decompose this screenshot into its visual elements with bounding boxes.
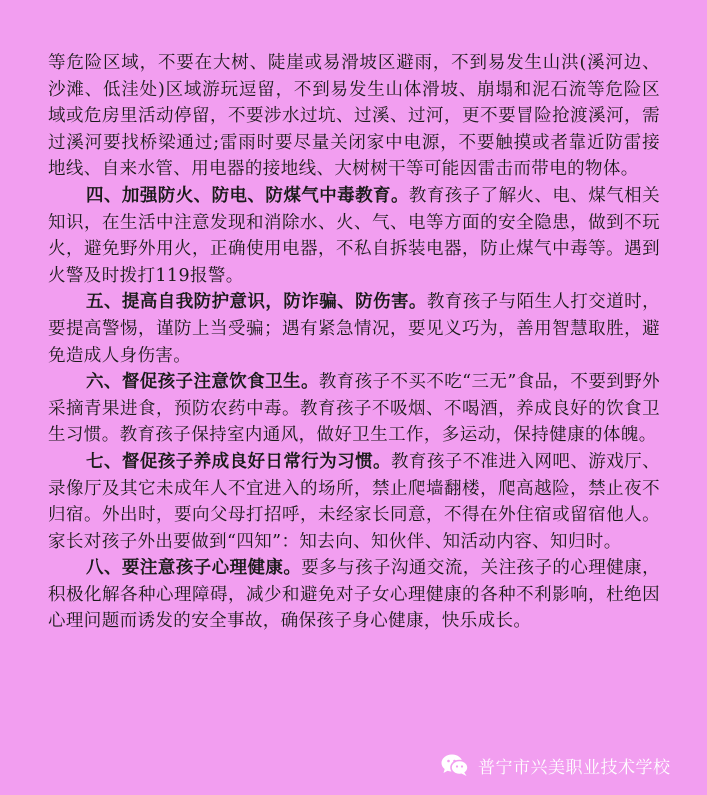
paragraph-text: 要多与孩子沟通交流，关注孩子的心理健康，积极化解各种心理障碍，减少和避免对子女心理健康的各种不利影响，杜绝因心理问题而诱发的安全事故，确保孩子身心健康，快乐成长。 <box>48 558 660 632</box>
paragraph-self-protection <box>48 289 660 369</box>
paragraph-food-hygiene <box>48 369 660 449</box>
paragraph-text: 等危险区域，不要在大树、陡崖或易滑坡区避雨，不到易发生山洪(溪河边、沙滩、低洼处)区域游玩逗留，不到易发生山体滑坡、崩塌和泥石流等危险区域或危房里活动停留，不要涉水过坑、过溪、过河，更不要冒险抢渡溪河，需过溪河要找桥梁通过;雷雨时要尽量关闭家中电源，不要触摸或者靠近防雷接地线、自来水管、用电器的接地线、大树树干等可能因雷击而带电的物体。 <box>48 53 660 180</box>
wechat-icon <box>440 752 470 778</box>
wechat-watermark <box>440 751 671 779</box>
paragraph-mental-health <box>48 555 660 635</box>
paragraph-fire-electric-gas <box>48 183 660 289</box>
paragraph-text: 教育孩子不买不吃“三无”食品，不要到野外采摘青果进食，预防农药中毒。教育孩子不吸烟、不喝酒，养成良好的饮食卫生习惯。教育孩子保持室内通风，做好卫生工作，多运动，保持健康的体魄。 <box>48 372 660 446</box>
paragraph-weather-safety <box>48 50 660 183</box>
paragraph-text: 教育孩子与陌生人打交道时，要提高警惕，谨防上当受骗；遇有紧急情况，要见义巧为，善用智慧取胜，避免造成人身伤害。 <box>48 292 660 366</box>
article-body <box>48 50 660 635</box>
section-heading: 四、加强防火、防电、防煤气中毒教育。 <box>86 185 409 206</box>
paragraph-text: 教育孩子不准进入网吧、游戏厅、录像厅及其它未成年人不宜进入的场所，禁止爬墙翻楼，爬高越险，禁止夜不归宿。外出时，要向父母打招呼，未经家长同意，不得在外住宿或留宿他人。家长对孩子外出要做到“四知”：知去向、知伙伴、知活动内容、知归时。 <box>48 451 660 552</box>
section-heading: 五、提高自我防护意识，防诈骗、防伤害。 <box>86 292 427 313</box>
section-heading: 六、督促孩子注意饮食卫生。 <box>86 372 319 393</box>
account-name: 普宁市兴美职业技术学校 <box>478 757 671 778</box>
paragraph-text: 教育孩子了解火、电、煤气相关知识，在生活中注意发现和消除水、火、气、电等方面的安全隐患，做到不玩火，避免野外用火，正确使用电器，不私自拆装电器，防止煤气中毒等。遇到火警及时拨打119报警。 <box>48 185 660 286</box>
section-heading: 七、督促孩子养成良好日常行为习惯。 <box>86 451 391 472</box>
section-heading: 八、要注意孩子心理健康。 <box>86 558 302 579</box>
paragraph-daily-behavior <box>48 449 660 555</box>
